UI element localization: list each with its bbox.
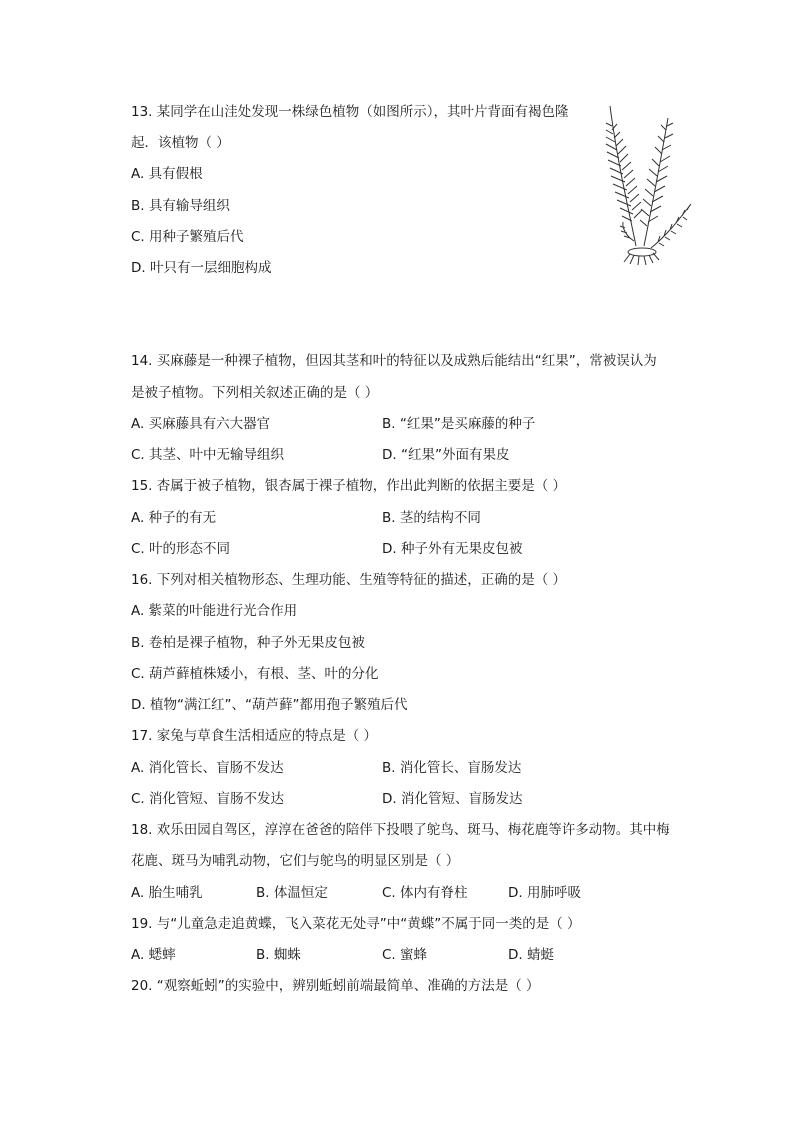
q13-option-a: A. 具有假根 [131, 166, 203, 182]
q15-option-d: D. 种子外有无果皮包被 [382, 541, 523, 557]
q14-option-d: D. “红果”外面有果皮 [382, 447, 510, 463]
q16-option-b: B. 卷柏是裸子植物，种子外无果皮包被 [131, 635, 365, 651]
fern-plant-illustration [596, 96, 696, 266]
q19-option-c: C. 蜜蜂 [382, 947, 428, 963]
q15-option-c: C. 叶的形态不同 [131, 541, 231, 557]
q17-stem: 17. 家兔与草食生活相适应的特点是（ ） [131, 728, 378, 744]
q18-option-b: B. 体温恒定 [256, 885, 328, 901]
q13-option-c: C. 用种子繁殖后代 [131, 229, 244, 245]
q19-option-d: D. 蜻蜓 [508, 947, 554, 963]
q19-stem: 19. 与“儿童急走追黄蝶，飞入菜花无处寻”中“黄蝶”不属于同一类的是（ ） [131, 916, 581, 932]
q14-option-a: A. 买麻藤具有六大器官 [131, 416, 271, 432]
q16-option-d: D. 植物“满江红”、“葫芦藓”都用孢子繁殖后代 [131, 697, 408, 713]
q17-option-c: C. 消化管短、盲肠不发达 [131, 791, 285, 807]
q15-stem: 15. 杏属于被子植物，银杏属于裸子植物，作出此判断的依据主要是（ ） [131, 478, 567, 494]
q16-option-c: C. 葫芦藓植株矮小，有根、茎、叶的分化 [131, 666, 379, 682]
q15-option-b: B. 茎的结构不同 [382, 510, 481, 526]
q17-option-a: A. 消化管长、盲肠不发达 [131, 760, 284, 776]
q16-stem: 16. 下列对相关植物形态、生理功能、生殖等特征的描述，正确的是（ ） [131, 572, 567, 588]
q13-option-b: B. 具有输导组织 [131, 198, 230, 214]
q13-stem-line2: 起．该植物（ ） [131, 135, 230, 151]
q17-option-d: D. 消化管短、盲肠发达 [382, 791, 523, 807]
q18-option-d: D. 用肺呼吸 [508, 885, 581, 901]
q18-stem-line1: 18. 欢乐田园自驾区，淳淳在爸爸的陪伴下投喂了鸵鸟、斑马、梅花鹿等许多动物。其中梅 [131, 822, 670, 838]
q13-stem-line1: 13. 某同学在山洼处发现一株绿色植物（如图所示），其叶片背面有褐色隆 [131, 104, 569, 120]
q18-option-a: A. 胎生哺乳 [131, 885, 203, 901]
q20-stem: 20. “观察蚯蚓”的实验中，辨别蚯蚓前端最简单、准确的方法是（ ） [131, 978, 540, 994]
q14-option-c: C. 其茎、叶中无输导组织 [131, 447, 285, 463]
q14-option-b: B. “红果”是买麻藤的种子 [382, 416, 536, 432]
q15-option-a: A. 种子的有无 [131, 510, 217, 526]
q16-option-a: A. 紫菜的叶能进行光合作用 [131, 603, 298, 619]
q17-option-b: B. 消化管长、盲肠发达 [382, 760, 522, 776]
q19-option-a: A. 蟋蟀 [131, 947, 176, 963]
q14-stem-line2: 是被子植物。下列相关叙述正确的是（ ） [131, 385, 379, 401]
q18-stem-line2: 花鹿、斑马为哺乳动物，它们与鸵鸟的明显区别是（ ） [131, 853, 460, 869]
q13-option-d: D. 叶只有一层细胞构成 [131, 260, 272, 276]
q14-stem-line1: 14. 买麻藤是一种裸子植物，但因其茎和叶的特征以及成熟后能结出“红果”，常被误认为 [131, 353, 657, 369]
q19-option-b: B. 蜘蛛 [256, 947, 301, 963]
q18-option-c: C. 体内有脊柱 [382, 885, 468, 901]
